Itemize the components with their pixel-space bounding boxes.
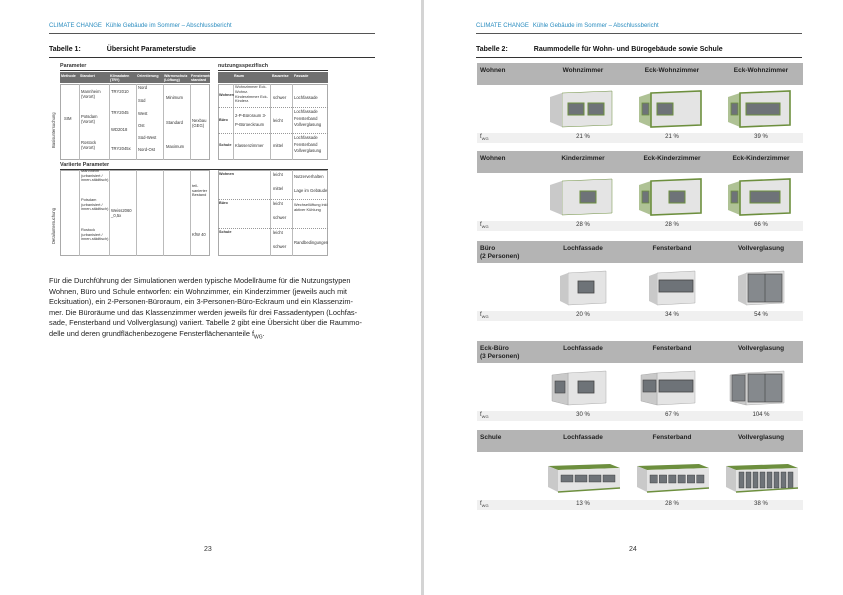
- paragraph-line: Ecksituation), ein 2-Personen-Büroraum, ein 3-Personen-Büro-Eckraum und ein Klassenzim-: [49, 297, 353, 307]
- fwg-value: 104 %: [752, 412, 770, 418]
- room-column-header: Eck-Kinderzimmer: [643, 155, 701, 162]
- page-23: [0, 0, 421, 595]
- room-row-header: [477, 63, 803, 85]
- room-category-label: Schule: [480, 434, 502, 441]
- room-model-render: [718, 265, 804, 309]
- body-paragraph: [49, 276, 375, 343]
- detail-klima: Weiss2060 _0,5x: [111, 208, 132, 218]
- orient-4: Ost: [138, 123, 145, 128]
- detail-bauweise-1: leicht: [273, 172, 283, 177]
- room-category: [480, 155, 506, 163]
- detail-standort-2: Potsdam (urbanisiert / innen-städtisch): [81, 197, 109, 212]
- orient-2: Süd: [138, 98, 146, 103]
- room-category-label: Wohnen: [480, 67, 506, 74]
- room-column-header: Fensterband: [652, 345, 692, 352]
- fwg-label: $f_{WG}$: [480, 501, 489, 509]
- room-category-label: Büro: [480, 245, 496, 252]
- room-column-header: Fensterband: [652, 245, 692, 252]
- fwg-value: 20 %: [576, 312, 590, 318]
- room-column-header: Kinderzimmer: [561, 155, 605, 162]
- waerme-2: Standard: [166, 120, 183, 125]
- fwg-value: 21 %: [665, 134, 679, 140]
- section-rule-left: [60, 70, 210, 71]
- detail-fassade-1: Nutzerverhalten: [294, 174, 324, 179]
- orient-5: Süd-West: [138, 135, 157, 140]
- raum-buero: 2-P-Büroraum 3-P-Büroeckraum: [235, 113, 267, 127]
- room-column-header: Vollverglasung: [737, 434, 785, 441]
- room-column-header: Vollverglasung: [737, 345, 785, 352]
- fwg-value: 28 %: [576, 222, 590, 228]
- room-category: [480, 245, 519, 260]
- fassade-buero: Lochfassade Fensterband Vollverglasung: [294, 109, 322, 127]
- gruppe-buero: Büro: [219, 118, 228, 122]
- detail-fassade-4: Randbedingungen: [294, 240, 329, 245]
- detail-fassade-3: Wechsellüftung inkl aktiver Kühlung: [294, 202, 328, 212]
- header-title: Kühle Gebäude im Sommer – Abschlussbericht: [105, 23, 232, 29]
- basis-methode: SIM: [64, 116, 72, 121]
- room-row-header: [477, 430, 803, 452]
- waerme-1: Minimum: [166, 95, 183, 100]
- room-column-header: Wohnzimmer: [562, 67, 604, 74]
- section-rule-right: [218, 70, 328, 71]
- room-column-header: Fensterband: [652, 434, 692, 441]
- room-column-header: Eck-Wohnzimmer: [733, 67, 789, 74]
- raum-schule: Klassenzimmer: [235, 143, 264, 148]
- room-category-sublabel: (2 Personen): [480, 252, 520, 260]
- detail-bauweise-6: schwer: [273, 244, 287, 249]
- room-model-render: [540, 175, 626, 219]
- room-model-render: [540, 365, 626, 409]
- fwg-value: 30 %: [576, 412, 590, 418]
- orient-6: Nord-Ost: [138, 147, 155, 152]
- paragraph-line: sade, Fensterband und Vollverglasung) variiert. Tabelle 2 gibt eine Übersicht über die Raummo-: [49, 318, 362, 328]
- paragraph-line: mer. Die Büroräume und das Klassenzimmer werden jeweils für drei Fassadentypen (Lochfas-: [49, 307, 358, 317]
- table-caption-rule: [476, 57, 802, 58]
- bauweise-buero: leicht: [273, 118, 283, 123]
- section-parameter: Parameter: [60, 63, 87, 69]
- klima-1: TRY2010: [111, 89, 129, 94]
- paragraph-line: Wohnen, Büro und Schule entworfen: ein Wohnzimmer, ein Kinderzimmer (jeweils auch mit: [49, 286, 347, 296]
- room-model-render: [718, 454, 804, 498]
- header-orientierung: Orientierung: [137, 73, 159, 78]
- table-caption-label: Tabelle 2:: [476, 46, 508, 53]
- detail-standort-3: Rostock (urbanisiert / innen-städtisch): [81, 227, 109, 242]
- waerme-3: Maximum: [166, 144, 185, 149]
- detail-bauweise-4: schwer: [273, 215, 287, 220]
- room-column-header: Lochfassade: [563, 345, 603, 352]
- detail-bauweise-3: leicht: [273, 201, 283, 206]
- header-brand: CLIMATE CHANGE: [49, 23, 102, 29]
- header-fassade: Fassade: [294, 73, 309, 78]
- fwg-value: 21 %: [576, 134, 590, 140]
- room-model-render: [540, 87, 626, 131]
- room-category: [480, 345, 519, 360]
- table-caption-title: Übersicht Parameterstudie: [106, 46, 196, 53]
- fwg-value: 39 %: [754, 134, 768, 140]
- header-brand: CLIMATE CHANGE: [476, 23, 529, 29]
- header-rule: [49, 33, 375, 34]
- room-model-render: [629, 365, 715, 409]
- detail-standort-1: Mannheim (urbanisiert / innen-städtisch): [81, 168, 109, 183]
- gruppe-wohnen: Wohnen: [219, 93, 234, 97]
- room-row-header: [477, 151, 803, 173]
- running-header: [49, 23, 232, 29]
- fassade-schule: Lochfassade Fensterband Vollverglasung: [294, 135, 322, 153]
- detail-gruppe-buero: Büro: [219, 201, 228, 205]
- header-fensteranteil: Fensteranteil standard: [191, 73, 214, 82]
- fwg-value: 34 %: [665, 312, 679, 318]
- fwg-label: $f_{WG}$: [480, 312, 489, 320]
- detail-bauweise-5: leicht: [273, 230, 283, 235]
- section-nutzung: nutzungsspezifisch: [218, 63, 269, 69]
- section-varied: Variierte Parameter: [60, 162, 110, 168]
- header-rule: [476, 33, 802, 34]
- room-category: [480, 434, 501, 442]
- fwg-value: 67 %: [665, 412, 679, 418]
- table-caption-label: Tabelle 1:: [49, 46, 81, 53]
- fwg-value: 54 %: [754, 312, 768, 318]
- detail-gruppe-schule: Schule: [219, 230, 232, 234]
- basis-label: Basisuntersuchung: [51, 112, 56, 148]
- paragraph-line-last: delle und deren grundflächenbezogene Fensterflächenanteile $f_{WG}$.: [49, 328, 265, 341]
- fwg-label: $f_{WG}$: [480, 222, 489, 230]
- standort-2: Potsdam (Vorort): [81, 114, 98, 124]
- room-column-header: Vollverglasung: [737, 245, 785, 252]
- page-24: [424, 0, 843, 595]
- room-row-header: [477, 341, 803, 363]
- fwg-value: 13 %: [576, 501, 590, 507]
- page-number: 24: [629, 546, 637, 553]
- header-waermeschutz: Wärmeschutz (Lüftung): [164, 73, 188, 82]
- detail-bauweise-2: mittel: [273, 186, 284, 191]
- room-column-header: Lochfassade: [563, 245, 603, 252]
- standort-1: Mannheim (Vorort): [81, 89, 101, 99]
- room-model-render: [718, 365, 804, 409]
- running-header: [476, 23, 659, 29]
- table-caption-title: Raummodelle für Wohn- und Bürogebäude sowie Schule: [533, 46, 723, 53]
- klima-3: WD2018: [111, 127, 128, 132]
- klima-2: TRY2045: [111, 110, 129, 115]
- fwg-value: 28 %: [665, 222, 679, 228]
- room-model-render: [629, 265, 715, 309]
- fassade-wohnen: Lochfassade: [294, 95, 318, 100]
- fwg-label: $f_{WG}$: [480, 412, 489, 420]
- raum-wohnen: Wohnzimmer Eck-Wohnz. Kinderzimmer Eck-Kinderz.: [235, 84, 268, 104]
- detail-gruppe-wohnen: Wohnen: [219, 172, 234, 176]
- header-raum: Raum: [234, 73, 244, 78]
- detail-waerme-1: teil-sanierter Bestand: [192, 183, 208, 198]
- room-row-header: [477, 241, 803, 263]
- paragraph-line: Für die Durchführung der Simulationen werden typische Modellräume für die Nutzungstypen: [49, 276, 351, 285]
- room-model-render: [718, 87, 804, 131]
- table-caption: [49, 46, 196, 53]
- gruppe-schule: Schule: [219, 143, 232, 147]
- klima-4: TRY2045x: [111, 146, 131, 151]
- standort-3: Rostock (Vorort): [81, 140, 97, 150]
- header-standort: Standort: [80, 73, 95, 78]
- fensteranteil: Nexbau (GEG): [192, 118, 207, 128]
- detail-fassade-2: Lage im Gebäude: [294, 188, 328, 193]
- room-model-render: [629, 454, 715, 498]
- detail-label: Detailuntersuchung: [51, 207, 56, 244]
- fwg-value: 38 %: [754, 501, 768, 507]
- room-category-sublabel: (3 Personen): [480, 352, 520, 360]
- bauweise-wohnen: schwer: [273, 95, 287, 100]
- room-model-render: [629, 87, 715, 131]
- header-title: Kühle Gebäude im Sommer – Abschlussbericht: [532, 23, 659, 29]
- room-model-render: [629, 175, 715, 219]
- page-number: 23: [204, 546, 212, 553]
- room-model-render: [718, 175, 804, 219]
- table-caption: [476, 46, 723, 53]
- header-klimadaten: Klimadaten (TRY): [110, 73, 130, 82]
- room-model-render: [540, 265, 626, 309]
- orient-3: West: [138, 111, 148, 116]
- orient-1: Nord: [138, 85, 148, 90]
- room-category: [480, 67, 506, 75]
- detail-waerme-2: KfW 40: [192, 232, 206, 237]
- room-column-header: Eck-Wohnzimmer: [644, 67, 700, 74]
- room-category-label: Eck-Büro: [480, 345, 509, 352]
- fwg-label: $f_{WG}$: [480, 134, 489, 142]
- fwg-value: 66 %: [754, 222, 768, 228]
- room-column-header: Eck-Kinderzimmer: [732, 155, 790, 162]
- room-category-label: Wohnen: [480, 155, 506, 162]
- bauweise-schule: mittel: [273, 143, 284, 148]
- header-bauweise: Bauweise: [272, 73, 289, 78]
- room-model-render: [540, 454, 626, 498]
- table-caption-rule: [49, 57, 375, 58]
- header-methode: Methode: [61, 73, 76, 78]
- room-column-header: Lochfassade: [563, 434, 603, 441]
- fwg-value: 28 %: [665, 501, 679, 507]
